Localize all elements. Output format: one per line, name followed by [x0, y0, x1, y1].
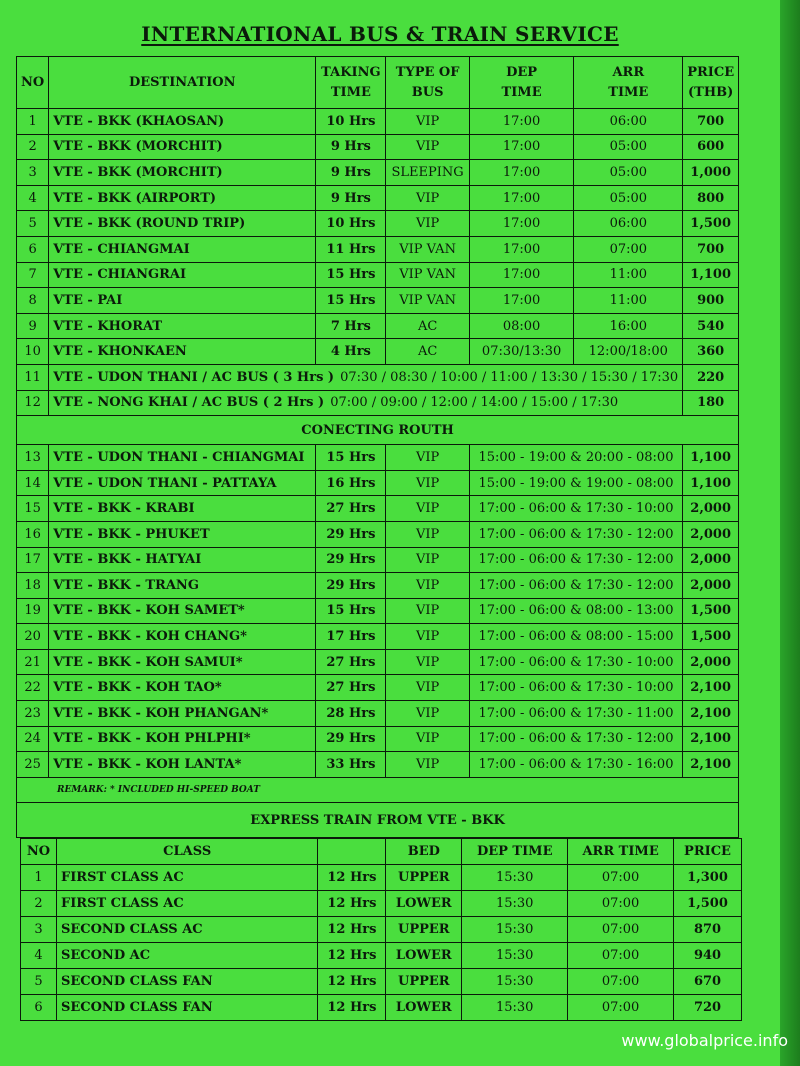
route-taking-time: 29 Hrs — [316, 573, 386, 599]
route-no: 3 — [17, 160, 49, 186]
train-header-class: CLASS — [56, 839, 317, 865]
route-dep-time: 17:00 — [469, 262, 574, 288]
route-bus-type: VIP — [386, 726, 469, 752]
route-schedule: 17:00 - 06:00 & 08:00 - 13:00 — [469, 598, 682, 624]
train-heading: EXPRESS TRAIN FROM VTE - BKK — [17, 803, 739, 838]
route-price: 180 — [683, 390, 739, 416]
header-no: NO — [17, 57, 49, 109]
train-time: 12 Hrs — [318, 891, 386, 917]
route-arr-time: 11:00 — [574, 262, 683, 288]
route-no: 11 — [17, 364, 49, 390]
route-taking-time: 15 Hrs — [316, 288, 386, 314]
route-price: 1,500 — [683, 598, 739, 624]
route-taking-time: 27 Hrs — [316, 675, 386, 701]
route-dep-time: 17:00 — [469, 288, 574, 314]
route-no: 13 — [17, 445, 49, 471]
header-price — [683, 57, 739, 109]
route-schedule: 17:00 - 06:00 & 17:30 - 11:00 — [469, 701, 682, 727]
bus-route-row — [17, 313, 739, 339]
route-no: 17 — [17, 547, 49, 573]
route-price: 2,000 — [683, 521, 739, 547]
train-heading-row — [17, 803, 739, 838]
header-type-of-bus — [386, 57, 469, 109]
route-destination: VTE - BKK - HATYAI — [49, 547, 316, 573]
header-arr-time — [574, 57, 683, 109]
route-bus-type: SLEEPING — [386, 160, 469, 186]
route-bus-type: VIP — [386, 675, 469, 701]
route-destination: VTE - BKK - KOH SAMUI* — [49, 649, 316, 675]
route-bus-type: VIP — [386, 701, 469, 727]
route-schedule: 17:00 - 06:00 & 17:30 - 16:00 — [469, 752, 682, 778]
connecting-route-row — [17, 598, 739, 624]
bus-route-row — [17, 339, 739, 365]
route-dep-time: 17:00 — [469, 160, 574, 186]
route-price: 2,000 — [683, 649, 739, 675]
route-no: 24 — [17, 726, 49, 752]
route-destination: VTE - BKK - KOH PHANGAN* — [49, 701, 316, 727]
route-arr-time: 05:00 — [574, 160, 683, 186]
route-destination: VTE - BKK (MORCHIT) — [49, 160, 316, 186]
route-dep-time: 17:00 — [469, 211, 574, 237]
route-schedule: 07:00 / 09:00 / 12:00 / 14:00 / 15:00 / 17:30 — [330, 395, 619, 411]
route-price: 2,100 — [683, 726, 739, 752]
train-dep: 15:30 — [462, 891, 568, 917]
route-taking-time: 15 Hrs — [316, 445, 386, 471]
route-price: 600 — [683, 134, 739, 160]
train-bed: UPPER — [386, 865, 462, 891]
bus-route-row — [17, 134, 739, 160]
connecting-route-row — [17, 547, 739, 573]
route-taking-time: 17 Hrs — [316, 624, 386, 650]
route-destination: VTE - UDON THANI - CHIANGMAI — [49, 445, 316, 471]
train-time: 12 Hrs — [318, 865, 386, 891]
route-price: 1,100 — [683, 470, 739, 496]
header-price-line2: (THB) — [688, 84, 734, 100]
route-taking-time: 27 Hrs — [316, 649, 386, 675]
train-class: SECOND CLASS FAN — [56, 995, 317, 1021]
train-dep: 15:30 — [462, 995, 568, 1021]
header-arr-line2: TIME — [608, 84, 649, 100]
bus-route-row — [17, 236, 739, 262]
connecting-route-row — [17, 470, 739, 496]
train-header-arr: ARR TIME — [568, 839, 674, 865]
route-schedule: 17:00 - 06:00 & 17:30 - 10:00 — [469, 675, 682, 701]
route-destination: VTE - BKK - TRANG — [49, 573, 316, 599]
route-destination: VTE - KHORAT — [49, 313, 316, 339]
ac-route-info — [49, 390, 683, 416]
remark-note: REMARK: * INCLUDED HI-SPEED BOAT — [17, 777, 739, 803]
route-taking-time: 27 Hrs — [316, 496, 386, 522]
route-bus-type: VIP — [386, 752, 469, 778]
connecting-route-row — [17, 624, 739, 650]
route-bus-type: VIP VAN — [386, 262, 469, 288]
ac-bus-route-row — [17, 364, 739, 390]
connecting-route-row — [17, 521, 739, 547]
train-class: SECOND CLASS FAN — [56, 969, 317, 995]
bus-route-row — [17, 185, 739, 211]
bus-routes-body — [17, 109, 739, 838]
route-destination: VTE - BKK - PHUKET — [49, 521, 316, 547]
watermark: www.globalprice.info — [621, 1031, 788, 1050]
route-destination: VTE - BKK - KOH TAO* — [49, 675, 316, 701]
train-bed: UPPER — [386, 969, 462, 995]
route-no: 23 — [17, 701, 49, 727]
train-no: 3 — [21, 917, 57, 943]
train-dep: 15:30 — [462, 917, 568, 943]
route-no: 14 — [17, 470, 49, 496]
train-class: SECOND AC — [56, 943, 317, 969]
header-dep-line2: TIME — [501, 84, 542, 100]
route-arr-time: 05:00 — [574, 185, 683, 211]
route-bus-type: AC — [386, 339, 469, 365]
train-no: 1 — [21, 865, 57, 891]
route-schedule: 15:00 - 19:00 & 19:00 - 08:00 — [469, 470, 682, 496]
route-arr-time: 05:00 — [574, 134, 683, 160]
route-price: 700 — [683, 236, 739, 262]
route-bus-type: VIP — [386, 598, 469, 624]
route-taking-time: 9 Hrs — [316, 134, 386, 160]
train-price: 670 — [674, 969, 742, 995]
header-dep-time — [469, 57, 574, 109]
route-no: 25 — [17, 752, 49, 778]
header-type-line1: TYPE OF — [395, 64, 460, 80]
route-schedule: 17:00 - 06:00 & 17:30 - 10:00 — [469, 496, 682, 522]
route-taking-time: 4 Hrs — [316, 339, 386, 365]
train-bed: LOWER — [386, 891, 462, 917]
route-bus-type: VIP VAN — [386, 288, 469, 314]
train-header-bed: BED — [386, 839, 462, 865]
route-no: 18 — [17, 573, 49, 599]
route-no: 16 — [17, 521, 49, 547]
route-destination: VTE - NONG KHAI / AC BUS ( 2 Hrs ) — [53, 395, 325, 411]
train-price: 870 — [674, 917, 742, 943]
train-arr: 07:00 — [568, 969, 674, 995]
train-price: 1,500 — [674, 891, 742, 917]
route-schedule: 17:00 - 06:00 & 08:00 - 15:00 — [469, 624, 682, 650]
route-schedule: 07:30 / 08:30 / 10:00 / 11:00 / 13:30 / 15:30 / 17:30 — [340, 369, 679, 385]
route-taking-time: 15 Hrs — [316, 262, 386, 288]
train-row — [21, 969, 742, 995]
page-title — [0, 22, 760, 46]
route-arr-time: 12:00/18:00 — [574, 339, 683, 365]
route-bus-type: VIP — [386, 134, 469, 160]
bus-route-row — [17, 288, 739, 314]
route-schedule: 17:00 - 06:00 & 17:30 - 12:00 — [469, 726, 682, 752]
route-dep-time: 17:00 — [469, 134, 574, 160]
train-header-time — [318, 839, 386, 865]
route-price: 2,000 — [683, 496, 739, 522]
train-dep: 15:30 — [462, 865, 568, 891]
route-price: 540 — [683, 313, 739, 339]
train-class: FIRST CLASS AC — [56, 891, 317, 917]
route-taking-time: 15 Hrs — [316, 598, 386, 624]
route-schedule: 15:00 - 19:00 & 20:00 - 08:00 — [469, 445, 682, 471]
route-no: 12 — [17, 390, 49, 416]
train-bed: UPPER — [386, 917, 462, 943]
bus-route-row — [17, 262, 739, 288]
route-price: 1,000 — [683, 160, 739, 186]
route-destination: VTE - KHONKAEN — [49, 339, 316, 365]
route-arr-time: 07:00 — [574, 236, 683, 262]
route-price: 2,000 — [683, 573, 739, 599]
route-bus-type: VIP — [386, 521, 469, 547]
ac-route-info — [49, 364, 683, 390]
route-bus-type: VIP — [386, 470, 469, 496]
route-dep-time: 07:30/13:30 — [469, 339, 574, 365]
train-price: 1,300 — [674, 865, 742, 891]
route-taking-time: 33 Hrs — [316, 752, 386, 778]
route-no: 19 — [17, 598, 49, 624]
train-price: 940 — [674, 943, 742, 969]
route-no: 22 — [17, 675, 49, 701]
bus-header-row — [17, 57, 739, 109]
connecting-route-row — [17, 701, 739, 727]
route-schedule: 17:00 - 06:00 & 17:30 - 10:00 — [469, 649, 682, 675]
route-no: 15 — [17, 496, 49, 522]
page-title-text: INTERNATIONAL BUS & TRAIN SERVICE — [141, 22, 619, 46]
train-header-dep: DEP TIME — [462, 839, 568, 865]
board-edge — [780, 0, 800, 1066]
header-price-line1: PRICE — [687, 64, 735, 80]
train-row — [21, 943, 742, 969]
route-bus-type: VIP — [386, 624, 469, 650]
route-price: 360 — [683, 339, 739, 365]
train-row — [21, 891, 742, 917]
train-header-price: PRICE — [674, 839, 742, 865]
route-no: 10 — [17, 339, 49, 365]
route-bus-type: VIP — [386, 547, 469, 573]
route-taking-time: 9 Hrs — [316, 160, 386, 186]
route-schedule: 17:00 - 06:00 & 17:30 - 12:00 — [469, 521, 682, 547]
route-price: 2,000 — [683, 547, 739, 573]
route-no: 21 — [17, 649, 49, 675]
connecting-heading: CONECTING ROUTH — [17, 416, 739, 445]
route-no: 20 — [17, 624, 49, 650]
train-arr: 07:00 — [568, 865, 674, 891]
route-price: 1,500 — [683, 211, 739, 237]
train-header-row — [21, 839, 742, 865]
train-row — [21, 917, 742, 943]
route-arr-time: 11:00 — [574, 288, 683, 314]
train-time: 12 Hrs — [318, 943, 386, 969]
train-schedule-table — [20, 838, 742, 1021]
route-price: 1,500 — [683, 624, 739, 650]
route-destination: VTE - CHIANGMAI — [49, 236, 316, 262]
ac-bus-route-row — [17, 390, 739, 416]
header-arr-line1: ARR — [612, 64, 645, 80]
header-taking-time-line2: TIME — [330, 84, 371, 100]
route-no: 6 — [17, 236, 49, 262]
train-arr: 07:00 — [568, 995, 674, 1021]
route-no: 4 — [17, 185, 49, 211]
bus-route-row — [17, 211, 739, 237]
route-no: 8 — [17, 288, 49, 314]
route-destination: VTE - CHIANGRAI — [49, 262, 316, 288]
route-taking-time: 29 Hrs — [316, 726, 386, 752]
route-no: 5 — [17, 211, 49, 237]
header-type-line2: BUS — [411, 84, 444, 100]
train-header-no: NO — [21, 839, 57, 865]
route-destination: VTE - BKK (ROUND TRIP) — [49, 211, 316, 237]
route-arr-time: 06:00 — [574, 211, 683, 237]
route-price: 2,100 — [683, 752, 739, 778]
route-price: 2,100 — [683, 701, 739, 727]
header-destination: DESTINATION — [49, 57, 316, 109]
remark-row — [17, 777, 739, 803]
route-bus-type: VIP — [386, 496, 469, 522]
train-time: 12 Hrs — [318, 969, 386, 995]
route-bus-type: AC — [386, 313, 469, 339]
route-taking-time: 7 Hrs — [316, 313, 386, 339]
route-destination: VTE - UDON THANI / AC BUS ( 3 Hrs ) — [53, 369, 335, 385]
connecting-route-row — [17, 573, 739, 599]
train-bed: LOWER — [386, 943, 462, 969]
route-taking-time: 29 Hrs — [316, 521, 386, 547]
connecting-route-row — [17, 752, 739, 778]
connecting-route-row — [17, 675, 739, 701]
train-no: 2 — [21, 891, 57, 917]
train-price: 720 — [674, 995, 742, 1021]
route-destination: VTE - BKK - KOH CHANG* — [49, 624, 316, 650]
connecting-route-row — [17, 649, 739, 675]
connecting-route-row — [17, 445, 739, 471]
train-no: 5 — [21, 969, 57, 995]
header-taking-time — [316, 57, 386, 109]
route-taking-time: 11 Hrs — [316, 236, 386, 262]
route-bus-type: VIP — [386, 649, 469, 675]
route-dep-time: 17:00 — [469, 185, 574, 211]
route-destination: VTE - PAI — [49, 288, 316, 314]
route-arr-time: 06:00 — [574, 109, 683, 135]
route-bus-type: VIP — [386, 445, 469, 471]
route-dep-time: 17:00 — [469, 236, 574, 262]
route-destination: VTE - BKK (AIRPORT) — [49, 185, 316, 211]
connecting-route-row — [17, 496, 739, 522]
train-no: 4 — [21, 943, 57, 969]
route-taking-time: 10 Hrs — [316, 109, 386, 135]
connecting-section-row — [17, 416, 739, 445]
train-time: 12 Hrs — [318, 995, 386, 1021]
route-price: 1,100 — [683, 262, 739, 288]
route-destination: VTE - BKK (KHAOSAN) — [49, 109, 316, 135]
route-taking-time: 16 Hrs — [316, 470, 386, 496]
route-price: 2,100 — [683, 675, 739, 701]
connecting-route-row — [17, 726, 739, 752]
route-destination: VTE - BKK - KOH LANTA* — [49, 752, 316, 778]
route-destination: VTE - BKK - KRABI — [49, 496, 316, 522]
train-class: FIRST CLASS AC — [56, 865, 317, 891]
train-no: 6 — [21, 995, 57, 1021]
route-destination: VTE - BKK - KOH SAMET* — [49, 598, 316, 624]
route-bus-type: VIP — [386, 573, 469, 599]
train-row — [21, 865, 742, 891]
route-destination: VTE - UDON THANI - PATTAYA — [49, 470, 316, 496]
route-bus-type: VIP — [386, 109, 469, 135]
route-price: 800 — [683, 185, 739, 211]
route-price: 1,100 — [683, 445, 739, 471]
route-destination: VTE - BKK (MORCHIT) — [49, 134, 316, 160]
bus-schedule-table — [16, 56, 739, 838]
route-price: 900 — [683, 288, 739, 314]
route-dep-time: 17:00 — [469, 109, 574, 135]
train-class: SECOND CLASS AC — [56, 917, 317, 943]
train-dep: 15:30 — [462, 969, 568, 995]
route-bus-type: VIP — [386, 211, 469, 237]
bus-route-row — [17, 160, 739, 186]
route-arr-time: 16:00 — [574, 313, 683, 339]
route-taking-time: 29 Hrs — [316, 547, 386, 573]
header-dep-line1: DEP — [506, 64, 538, 80]
train-arr: 07:00 — [568, 943, 674, 969]
train-time: 12 Hrs — [318, 917, 386, 943]
route-destination: VTE - BKK - KOH PHLPHI* — [49, 726, 316, 752]
route-no: 2 — [17, 134, 49, 160]
train-arr: 07:00 — [568, 891, 674, 917]
train-dep: 15:30 — [462, 943, 568, 969]
route-bus-type: VIP VAN — [386, 236, 469, 262]
train-row — [21, 995, 742, 1021]
train-bed: LOWER — [386, 995, 462, 1021]
route-no: 1 — [17, 109, 49, 135]
header-taking-time-line1: TAKING — [321, 64, 381, 80]
route-schedule: 17:00 - 06:00 & 17:30 - 12:00 — [469, 547, 682, 573]
route-schedule: 17:00 - 06:00 & 17:30 - 12:00 — [469, 573, 682, 599]
route-bus-type: VIP — [386, 185, 469, 211]
route-no: 9 — [17, 313, 49, 339]
bus-route-row — [17, 109, 739, 135]
route-taking-time: 9 Hrs — [316, 185, 386, 211]
route-dep-time: 08:00 — [469, 313, 574, 339]
route-price: 220 — [683, 364, 739, 390]
route-taking-time: 10 Hrs — [316, 211, 386, 237]
train-arr: 07:00 — [568, 917, 674, 943]
route-price: 700 — [683, 109, 739, 135]
train-rows-body — [21, 865, 742, 1021]
route-no: 7 — [17, 262, 49, 288]
route-taking-time: 28 Hrs — [316, 701, 386, 727]
